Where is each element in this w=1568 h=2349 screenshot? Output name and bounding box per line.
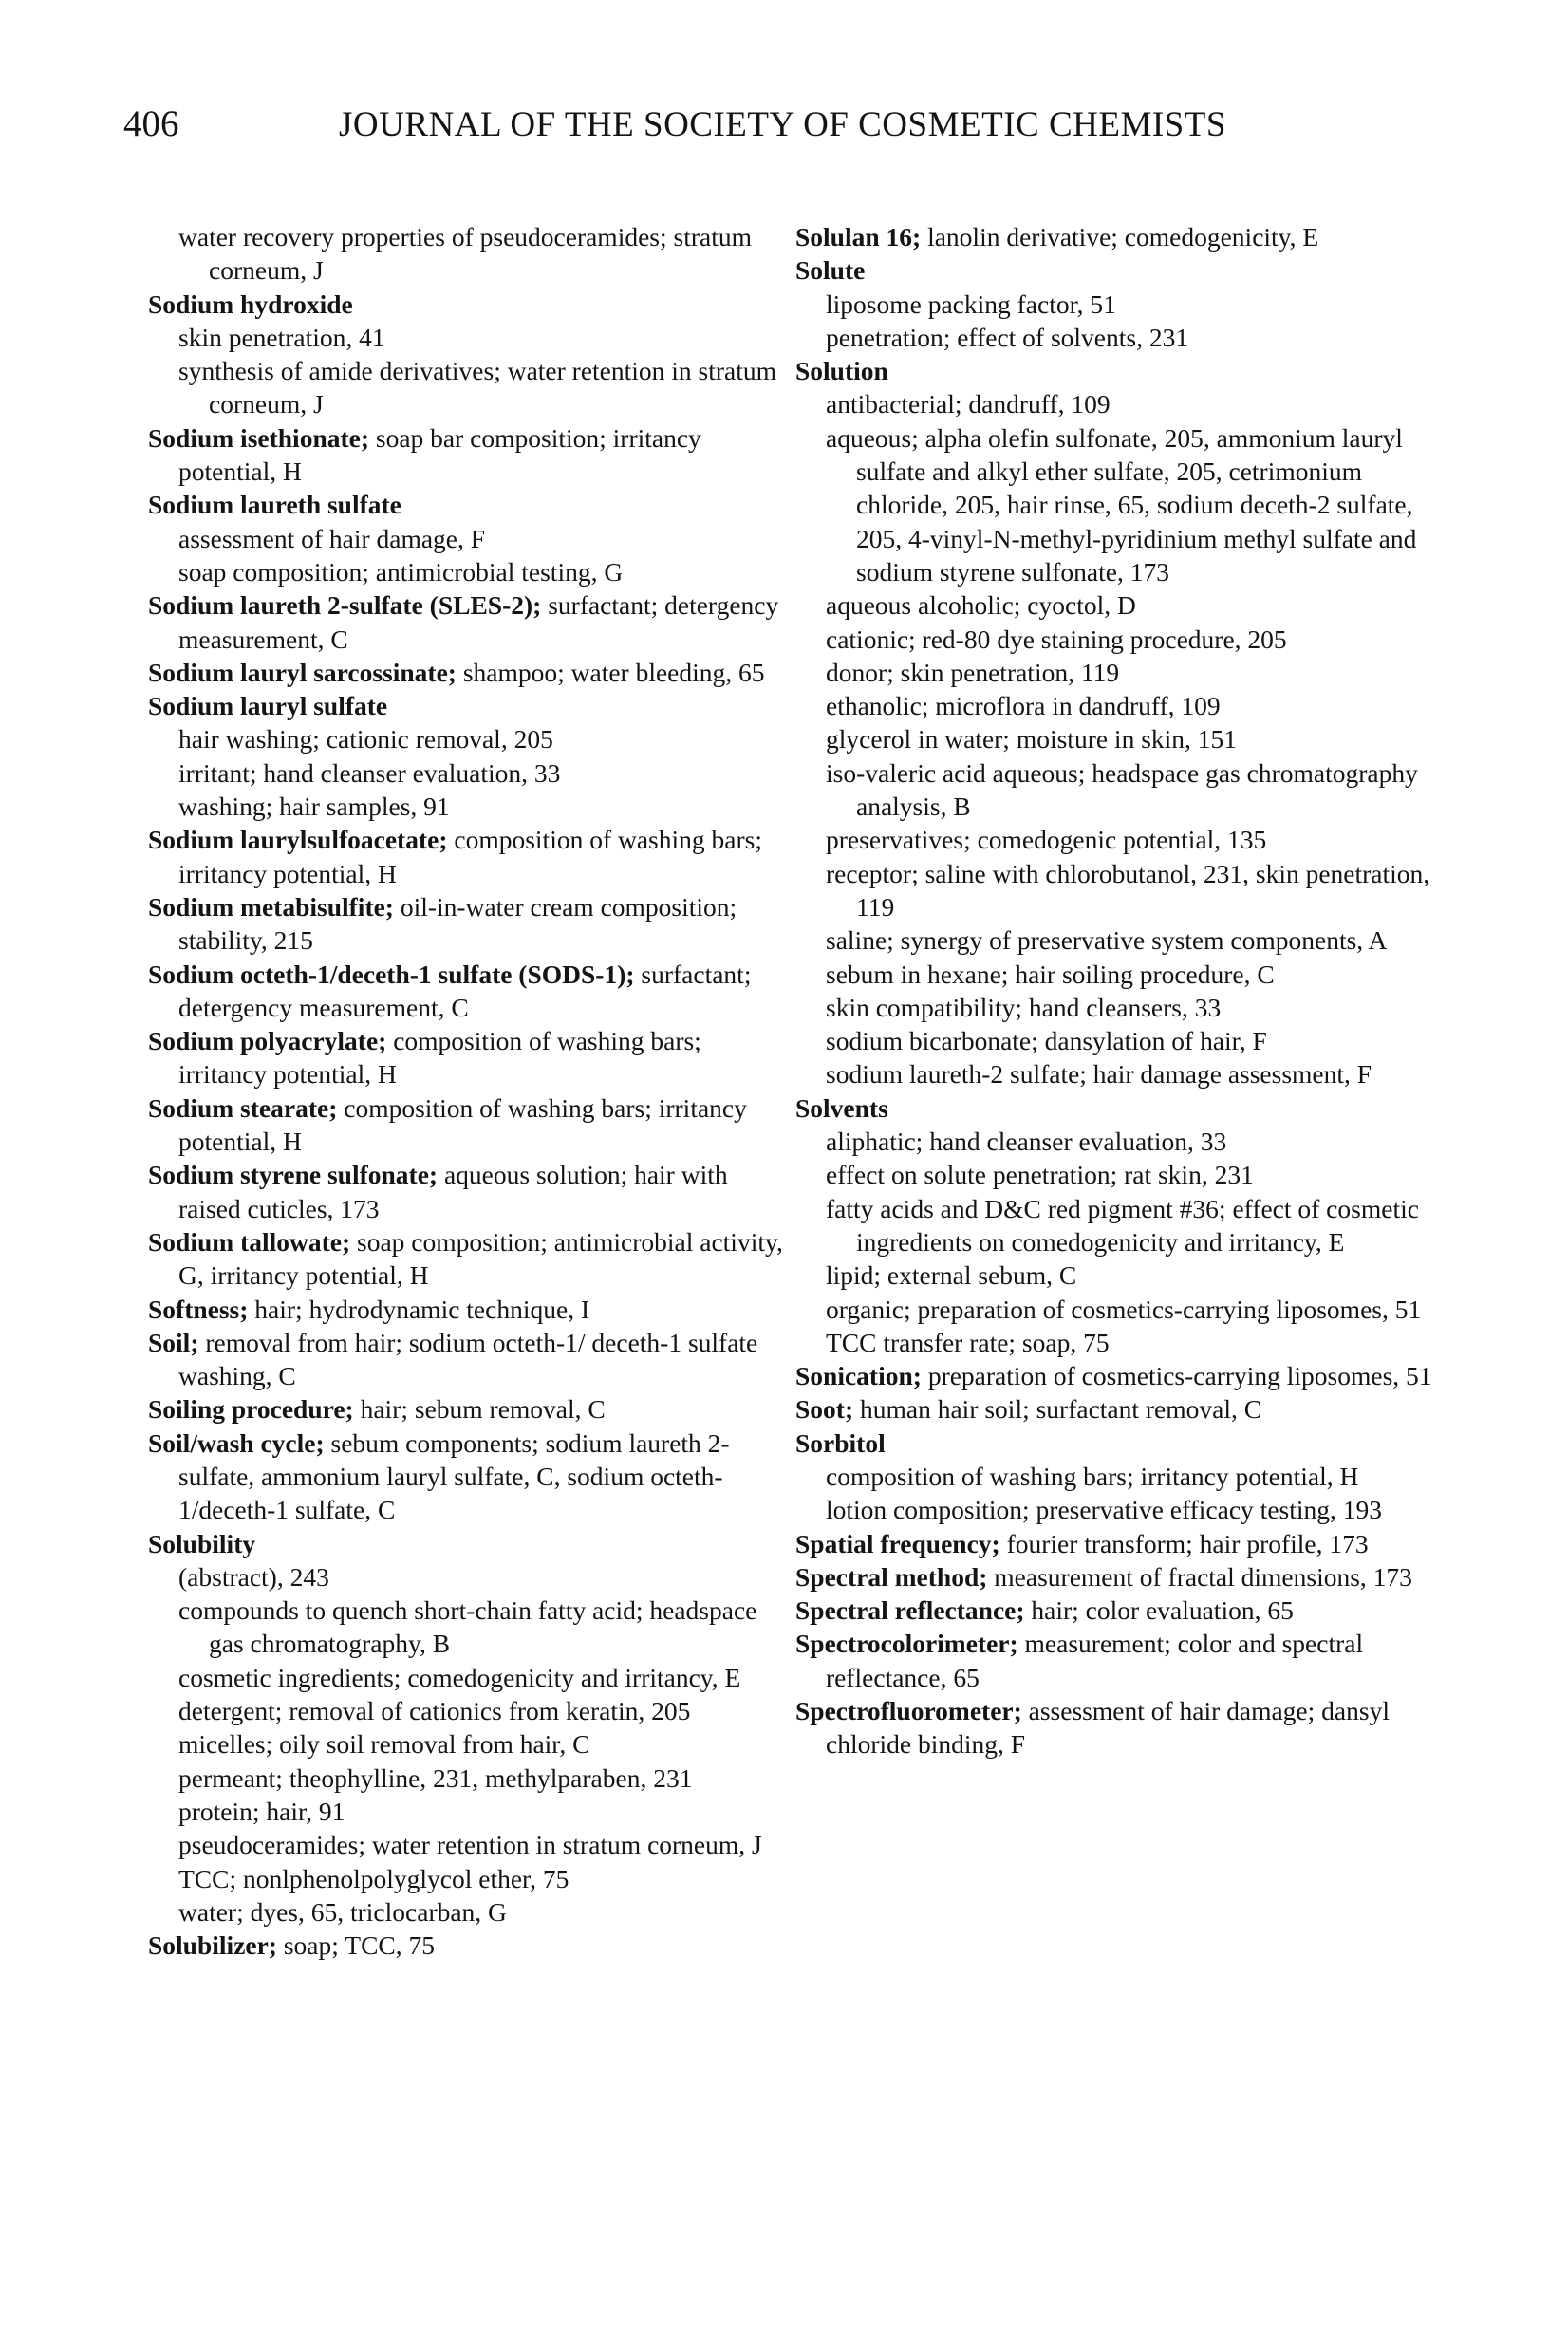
index-text: soap bar composition; irritancy potential, H — [178, 422, 701, 487]
index-entry — [148, 1326, 793, 1393]
index-text: soap composition; antimicrobial testing, G — [178, 556, 624, 587]
index-heading: Sodium metabisulfite; — [148, 891, 394, 922]
index-text: permeant; theophylline, 231, methylparaben, 231 — [178, 1762, 693, 1793]
index-subentry — [826, 288, 1450, 321]
page-number: 406 — [123, 103, 179, 144]
index-entry — [148, 1158, 793, 1225]
index-heading: Sodium polyacrylate; — [148, 1026, 387, 1056]
index-heading: Spatial frequency; — [795, 1528, 1000, 1558]
index-subentry — [826, 689, 1450, 722]
index-heading: Spectrofluorometer; — [795, 1696, 1022, 1726]
index-heading: Sodium laureth 2-sulfate (SLES-2); — [148, 590, 542, 621]
index-text: measurement of fractal dimensions, 173 — [987, 1561, 1412, 1592]
index-subentry — [826, 1057, 1450, 1091]
index-text: hair; color evaluation, 65 — [1024, 1595, 1294, 1626]
index-text: TCC; nonlphenolpolyglycol ether, 75 — [178, 1863, 569, 1893]
index-subentry — [826, 421, 1450, 588]
index-text: composition of washing bars; irritancy potential, H — [178, 825, 762, 888]
index-text: aliphatic; hand cleanser evaluation, 33 — [826, 1127, 1227, 1157]
index-text: preparation of cosmetics-carrying liposomes, 51 — [921, 1361, 1432, 1391]
index-subentry — [178, 1694, 793, 1727]
index-heading: Sodium laureth sulfate — [148, 490, 401, 520]
index-entry — [795, 1560, 1450, 1594]
index-text: measurement; color and spectral reflectance, 65 — [826, 1629, 1364, 1692]
index-heading: Spectrocolorimeter; — [795, 1629, 1018, 1659]
index-subentry — [826, 1125, 1450, 1158]
index-subentry — [178, 1862, 793, 1895]
index-subentry — [178, 1727, 793, 1761]
index-entry — [795, 253, 1450, 287]
index-text: hair; sebum removal, C — [353, 1394, 606, 1425]
index-subentry — [826, 857, 1450, 924]
index-text: compounds to quench short-chain fatty acid; headspace gas chromatography, B — [178, 1595, 757, 1659]
index-entry — [148, 1527, 793, 1560]
index-subentry — [826, 1493, 1450, 1526]
index-entry — [795, 1694, 1450, 1762]
index-text: hair washing; cationic removal, 205 — [178, 724, 553, 755]
index-subentry — [178, 1661, 793, 1694]
index-subentry — [826, 1158, 1450, 1191]
index-entry — [795, 1627, 1450, 1694]
index-text: composition of washing bars; irritancy potential, H — [178, 1092, 747, 1157]
index-text: organic; preparation of cosmetics-carrying liposomes, 51 — [826, 1294, 1422, 1324]
index-text: preservatives; comedogenic potential, 135 — [826, 825, 1267, 855]
index-entry — [795, 1359, 1450, 1392]
index-entry — [148, 288, 793, 321]
index-text: soap; TCC, 75 — [276, 1930, 436, 1961]
index-subentry — [178, 354, 793, 421]
index-text: fatty acids and D&C red pigment #36; effect of cosmetic ingredients on comedogenicity and irritancy, E — [826, 1193, 1419, 1257]
index-text: TCC transfer rate; soap, 75 — [826, 1327, 1110, 1357]
index-subentry — [178, 790, 793, 823]
index-text: micelles; oily soil removal from hair, C — [178, 1729, 590, 1760]
index-entry — [795, 1594, 1450, 1627]
index-text: donor; skin penetration, 119 — [826, 657, 1120, 687]
index-text: soap composition; antimicrobial activity, G, irritancy potential, H — [178, 1226, 783, 1291]
index-entry — [148, 1024, 793, 1091]
index-entry — [148, 823, 793, 890]
index-subentry — [826, 623, 1450, 656]
index-heading: Solubility — [148, 1528, 256, 1558]
index-text: aqueous alcoholic; cyoctol, D — [826, 590, 1136, 621]
index-entry — [148, 1392, 793, 1426]
index-heading: Sodium stearate; — [148, 1092, 338, 1123]
index-text: fourier transform; hair profile, 173 — [999, 1528, 1369, 1558]
index-text: liposome packing factor, 51 — [826, 289, 1116, 319]
index-text: skin penetration, 41 — [178, 322, 385, 352]
index-heading: Spectral method; — [795, 1561, 988, 1592]
index-subentry — [826, 588, 1450, 622]
index-text: composition of washing bars; irritancy potential, H — [826, 1461, 1359, 1491]
index-text: glycerol in water; moisture in skin, 151 — [826, 724, 1238, 755]
index-text: removal from hair; sodium octeth-1/ deceth-1 sulfate washing, C — [178, 1327, 758, 1391]
index-entry — [148, 421, 793, 489]
index-text: ethanolic; microflora in dandruff, 109 — [826, 691, 1221, 721]
index-subentry — [178, 1895, 793, 1929]
index-entry — [795, 1527, 1450, 1560]
index-entry — [148, 1426, 793, 1527]
index-text: water; dyes, 65, triclocarban, G — [178, 1896, 507, 1927]
index-text: aqueous solution; hair with raised cuticles, 173 — [178, 1160, 728, 1223]
index-entry — [148, 1091, 793, 1159]
index-entry — [148, 656, 793, 689]
index-text: detergent; removal of cationics from keratin, 205 — [178, 1696, 691, 1726]
index-heading: Soil/wash cycle; — [148, 1427, 325, 1458]
index-text: pseudoceramides; water retention in stratum corneum, J — [178, 1830, 762, 1860]
index-heading: Spectral reflectance; — [795, 1595, 1025, 1626]
index-heading: Sodium styrene sulfonate; — [148, 1160, 439, 1190]
index-column-right — [795, 220, 1450, 1762]
index-text: cosmetic ingredients; comedogenicity and irritancy, E — [178, 1662, 741, 1692]
index-text: synthesis of amide derivatives; water retention in stratum corneum, J — [178, 356, 777, 419]
index-subentry — [178, 1560, 793, 1594]
index-subentry — [178, 321, 793, 354]
index-subentry — [178, 1828, 793, 1861]
index-entry — [795, 1091, 1450, 1125]
index-subentry — [826, 1460, 1450, 1493]
index-text: lotion composition; preservative efficacy testing, 193 — [826, 1495, 1383, 1525]
index-heading: Sodium hydroxide — [148, 289, 353, 319]
index-text: shampoo; water bleeding, 65 — [456, 657, 765, 687]
index-text: cationic; red-80 dye staining procedure, 205 — [826, 624, 1287, 654]
index-heading: Solute — [795, 255, 866, 286]
index-text: surfactant; detergency measurement, C — [178, 959, 752, 1022]
index-text: saline; synergy of preservative system components, A — [826, 925, 1388, 956]
index-heading: Soiling procedure; — [148, 1394, 354, 1425]
index-entry — [148, 488, 793, 521]
index-text: composition of washing bars; irritancy potential, H — [178, 1026, 701, 1090]
index-subentry — [826, 1024, 1450, 1057]
index-subentry — [178, 756, 793, 790]
index-subentry — [826, 656, 1450, 689]
index-text: hair; hydrodynamic technique, I — [248, 1294, 590, 1324]
index-text: lanolin derivative; comedogenicity, E — [921, 222, 1319, 252]
index-text: oil-in-water cream composition; stability, 215 — [178, 891, 737, 956]
index-text: surfactant; detergency measurement, C — [178, 590, 779, 654]
index-entry — [148, 958, 793, 1025]
index-heading: Softness; — [148, 1294, 249, 1324]
index-subentry — [178, 1795, 793, 1828]
index-text: assessment of hair damage, F — [178, 523, 486, 553]
index-entry — [148, 890, 793, 958]
index-entry — [795, 1426, 1450, 1460]
index-entry — [148, 1929, 793, 1962]
index-subentry — [178, 220, 793, 288]
index-heading: Solulan 16; — [795, 222, 922, 252]
index-subentry — [178, 555, 793, 588]
index-entry — [795, 1392, 1450, 1426]
index-heading: Soil; — [148, 1327, 199, 1357]
index-text: lipid; external sebum, C — [826, 1260, 1077, 1291]
index-text: iso-valeric acid aqueous; headspace gas chromatography analysis, B — [826, 757, 1418, 822]
index-text: penetration; effect of solvents, 231 — [826, 322, 1189, 352]
index-text: water recovery properties of pseudoceramides; stratum corneum, J — [178, 222, 752, 286]
index-entry — [148, 588, 793, 656]
index-entry — [148, 1225, 793, 1293]
index-column-left — [148, 220, 793, 1962]
index-heading: Sodium isethionate; — [148, 422, 370, 453]
index-entry — [795, 354, 1450, 387]
index-text: irritant; hand cleanser evaluation, 33 — [178, 757, 561, 788]
journal-title: JOURNAL OF THE SOCIETY OF COSMETIC CHEMISTS — [339, 105, 1226, 144]
index-entry — [148, 1293, 793, 1326]
index-text: sebum in hexane; hair soiling procedure, C — [826, 959, 1275, 989]
index-subentry — [826, 923, 1450, 957]
index-text: receptor; saline with chlorobutanol, 231, skin penetration, 119 — [826, 858, 1430, 922]
index-entry — [148, 689, 793, 722]
index-subentry — [826, 1192, 1450, 1259]
index-subentry — [826, 823, 1450, 856]
index-heading: Soot; — [795, 1394, 854, 1425]
index-heading: Sodium lauryl sarcossinate; — [148, 657, 457, 687]
index-text: antibacterial; dandruff, 109 — [826, 389, 1111, 419]
index-subentry — [178, 522, 793, 555]
index-heading: Solution — [795, 356, 888, 386]
index-text: human hair soil; surfactant removal, C — [853, 1394, 1262, 1425]
index-text: effect on solute penetration; rat skin, 231 — [826, 1160, 1254, 1190]
index-subentry — [826, 958, 1450, 991]
index-subentry — [826, 756, 1450, 824]
index-subentry — [826, 387, 1450, 420]
index-text: washing; hair samples, 91 — [178, 792, 450, 822]
index-heading: Solvents — [795, 1092, 888, 1123]
index-text: sebum components; sodium laureth 2-sulfate, ammonium lauryl sulfate, C, sodium octeth-1/deceth-1 sulfate, C — [178, 1427, 730, 1525]
index-heading: Sodium lauryl sulfate — [148, 691, 388, 721]
index-subentry — [178, 1762, 793, 1795]
index-subentry — [178, 722, 793, 755]
index-subentry — [826, 321, 1450, 354]
index-heading: Sodium tallowate; — [148, 1226, 351, 1257]
index-subentry — [826, 1258, 1450, 1292]
index-subentry — [178, 1594, 793, 1661]
index-text: aqueous; alpha olefin sulfonate, 205, ammonium lauryl sulfate and alkyl ether sulfate, 205, cetrimonium chloride, 205, hair rinse, 65, sodium deceth-2 sulfate, 205, 4-vinyl-N-methyl-pyridinium methyl sulfate and sodium styrene sulfonate, 173 — [826, 422, 1417, 587]
index-text: assessment of hair damage; dansyl chloride binding, F — [826, 1696, 1390, 1760]
index-heading: Sodium octeth-1/deceth-1 sulfate (SODS-1); — [148, 959, 635, 989]
index-subentry — [826, 722, 1450, 755]
index-subentry — [826, 1326, 1450, 1359]
index-subentry — [826, 1293, 1450, 1326]
index-text: (abstract), 243 — [178, 1561, 329, 1592]
index-text: protein; hair, 91 — [178, 1796, 345, 1826]
index-heading: Sonication; — [795, 1361, 922, 1391]
index-heading: Solubilizer; — [148, 1930, 277, 1961]
index-entry — [795, 220, 1450, 253]
index-subentry — [826, 991, 1450, 1024]
index-text: sodium laureth-2 sulfate; hair damage assessment, F — [826, 1059, 1372, 1090]
index-heading: Sodium laurylsulfoacetate; — [148, 825, 448, 855]
index-heading: Sorbitol — [795, 1427, 886, 1458]
running-header — [0, 95, 1568, 152]
index-text: skin compatibility; hand cleansers, 33 — [826, 992, 1222, 1022]
index-text: sodium bicarbonate; dansylation of hair, F — [826, 1026, 1267, 1056]
